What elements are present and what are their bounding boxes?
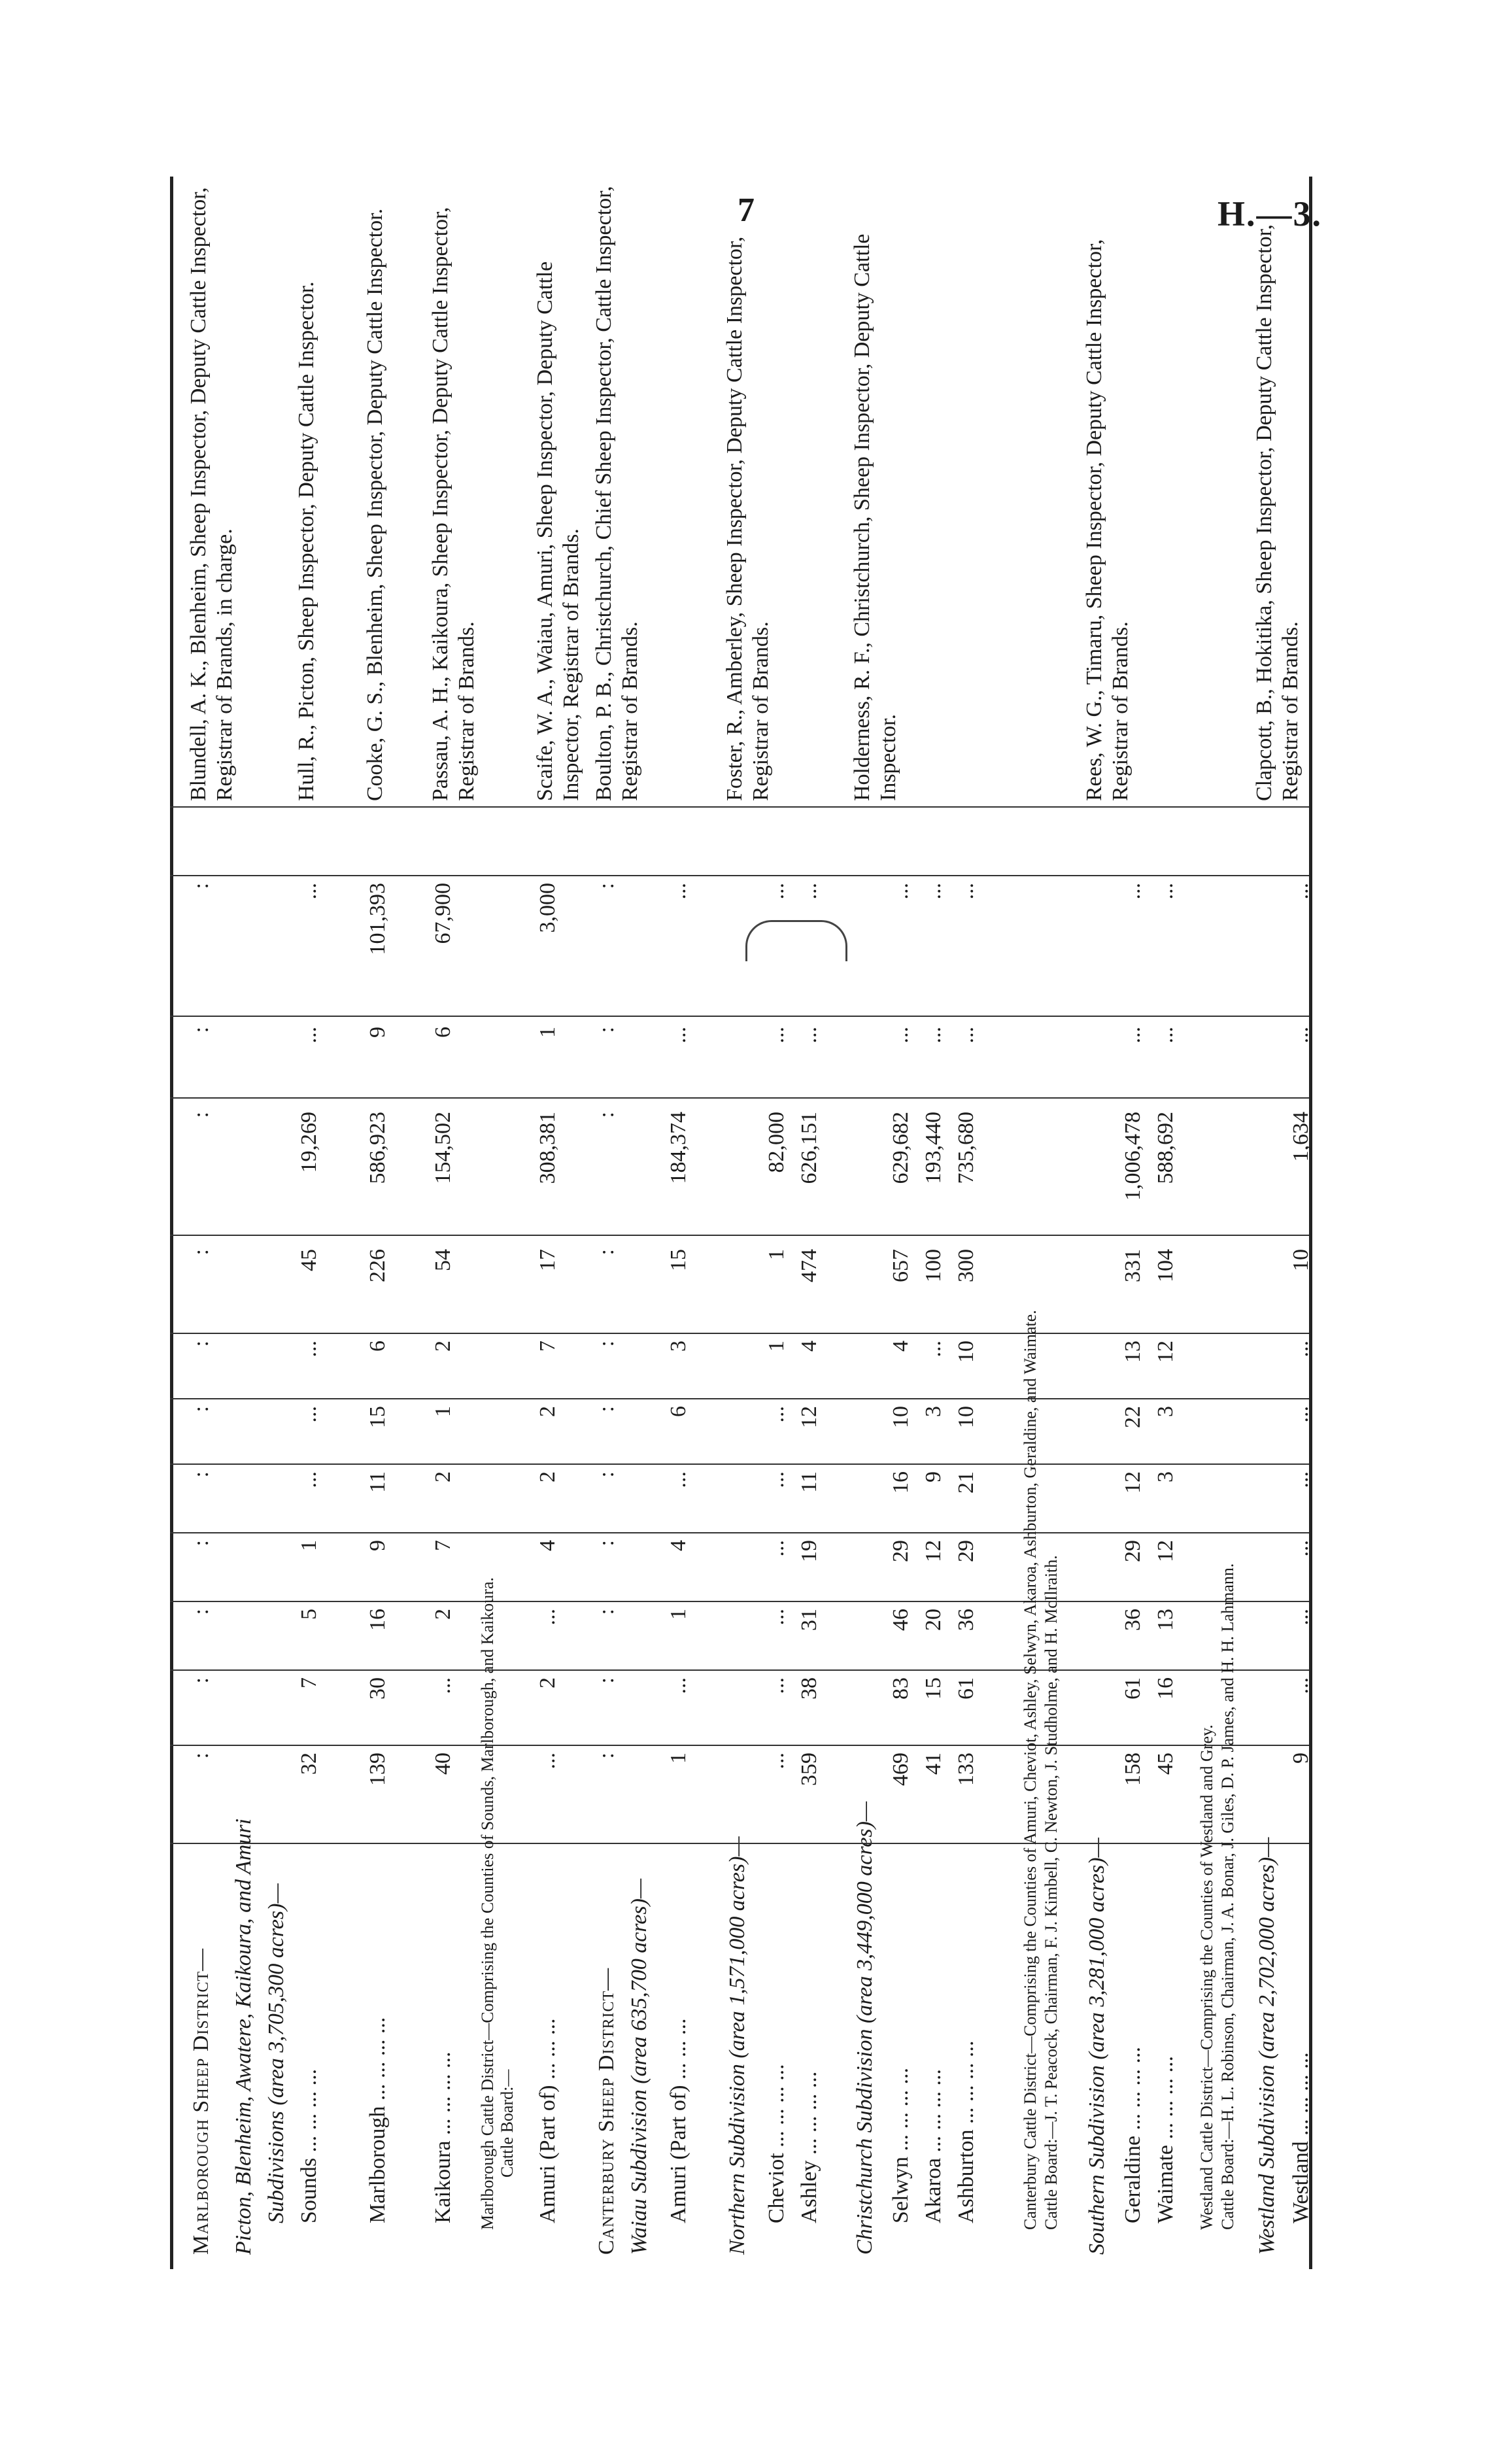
- table-cell: 12: [1121, 1471, 1145, 1494]
- table-cell: 3: [1153, 1471, 1178, 1482]
- table-row: [915, 177, 952, 2269]
- column-rule: [170, 1097, 1309, 1099]
- column-rule: [170, 1463, 1309, 1465]
- page-reference: H.—3.: [1217, 194, 1323, 233]
- table-cell: 9: [921, 1471, 945, 1482]
- table-cell: 13: [1153, 1609, 1178, 1631]
- table-row: [258, 177, 295, 2269]
- table-cell: 16: [1153, 1677, 1178, 1700]
- table-cell: 12: [797, 1406, 821, 1428]
- table-cell: 7: [536, 1341, 560, 1352]
- table-cell: 29: [1121, 1540, 1145, 1562]
- table-cell: :: [594, 1677, 619, 1684]
- table-cell: 30: [366, 1677, 390, 1700]
- table-cell: :: [189, 1249, 213, 1256]
- table-cell: ...: [954, 883, 978, 900]
- table-cell: 308,381: [536, 1112, 560, 1184]
- inspector-entry: Holderness, R. F., Christchurch, Sheep Inspector, Deputy Cattle Inspector.: [850, 233, 900, 801]
- table-cell: 5: [297, 1609, 321, 1620]
- table-cell: 61: [954, 1677, 978, 1700]
- table-cell: 629,682: [889, 1112, 913, 1184]
- northern-bracket: [745, 920, 847, 961]
- table-cell: 1: [666, 1753, 690, 1764]
- table-cell: 36: [1121, 1609, 1145, 1631]
- table-cell: ...: [1289, 1027, 1313, 1044]
- table-cell: 15: [666, 1249, 690, 1271]
- column-rule: [170, 1601, 1309, 1602]
- table-cell: 193,440: [921, 1112, 945, 1184]
- table-cell: 15: [366, 1406, 390, 1428]
- table-cell: :: [189, 883, 213, 889]
- table-cell: 12: [1153, 1341, 1178, 1363]
- table-cell: 16: [366, 1609, 390, 1631]
- table-cell: 13: [1121, 1341, 1145, 1363]
- westland-cattle-district-note: Westland Cattle District—Comprising the Counties of Westland and Grey.: [1197, 1724, 1216, 2230]
- table-cell: 359: [797, 1753, 821, 1786]
- table-cell: 3,000: [536, 883, 560, 933]
- row-label: Westland Subdivision (area 2,702,000 acres)—: [1255, 1837, 1279, 2255]
- table-cell: 226: [366, 1249, 390, 1282]
- table-cell: ...: [764, 1753, 789, 1770]
- table-cell: 6: [431, 1027, 455, 1038]
- table-cell: 657: [889, 1249, 913, 1282]
- table-cell: 46: [889, 1609, 913, 1631]
- table-cell: 10: [1289, 1249, 1313, 1271]
- table-cell: ...: [1289, 1406, 1313, 1423]
- table-cell: :: [189, 1112, 213, 1118]
- table-cell: 9: [1289, 1753, 1313, 1764]
- table-cell: 17: [536, 1249, 560, 1271]
- table-cell: 82,000: [764, 1112, 789, 1173]
- table-cell: :: [594, 1406, 619, 1412]
- table-cell: :: [594, 1609, 619, 1615]
- table-cell: 1: [536, 1027, 560, 1038]
- table-cell: 2: [431, 1471, 455, 1482]
- table-top-rule: [170, 177, 173, 2269]
- table-cell: 11: [797, 1471, 821, 1493]
- table-cell: ...: [1289, 1677, 1313, 1694]
- table-cell: ...: [1153, 1027, 1178, 1044]
- row-label: Picton, Blenheim, Awatere, Kaikoura, and Amuri: [231, 1818, 256, 2255]
- table-cell: 184,374: [666, 1112, 690, 1184]
- table-cell: 2: [431, 1341, 455, 1352]
- table-row: [758, 177, 795, 2269]
- canterbury-cattle-district-note: Canterbury Cattle District—Comprising the Counties of Amuri, Cheviot, Ashley, Selwyn, Akaroa, Ashburton, Geraldine, and Waimate.: [1021, 1310, 1040, 2230]
- table-cell: ...: [1289, 1540, 1313, 1557]
- row-label: Waiau Subdivision (area 635,700 acres)—: [627, 1878, 651, 2255]
- table-cell: ...: [666, 1471, 690, 1488]
- column-rule: [170, 1843, 1309, 1844]
- table-row: [791, 177, 828, 2269]
- row-label: Christchurch Subdivision (area 3,449,000 acres)—: [853, 1801, 877, 2255]
- table-cell: ...: [297, 1341, 321, 1358]
- table-cell: :: [189, 1406, 213, 1412]
- column-rule: [170, 1532, 1309, 1533]
- table-cell: 1,006,478: [1121, 1112, 1145, 1201]
- row-label: Waimate ... ... ... ...: [1153, 2056, 1178, 2223]
- inspector-entry: Rees, W. G., Timaru, Sheep Inspector, Deputy Cattle Inspector, Registrar of Brands.: [1082, 239, 1132, 801]
- table-cell: 10: [889, 1406, 913, 1428]
- table-cell: ...: [921, 1027, 945, 1044]
- row-label: Ashburton ... ... ... ...: [954, 2040, 978, 2223]
- table-cell: ...: [1289, 883, 1313, 900]
- table-cell: :: [189, 1753, 213, 1759]
- table-row: [1283, 177, 1319, 2269]
- table-cell: 735,680: [954, 1112, 978, 1184]
- table-cell: 1,634: [1289, 1112, 1313, 1162]
- table-row: [1148, 177, 1184, 2269]
- table-cell: 67,900: [431, 883, 455, 944]
- table-cell: 1: [764, 1249, 789, 1260]
- marlborough-cattle-district-note: Marlborough Cattle District—Comprising the Counties of Sounds, Marlborough, and Kaikoura.: [478, 1577, 497, 2230]
- table-cell: ...: [1289, 1341, 1313, 1358]
- row-label: Kaikoura ... ... ... ...: [431, 2051, 455, 2223]
- row-label: Marlborough ... ... ... ...: [366, 2017, 390, 2223]
- table-cell: :: [189, 1609, 213, 1615]
- column-rule: [170, 806, 1309, 808]
- table-cell: 31: [797, 1609, 821, 1631]
- table-cell: 41: [921, 1753, 945, 1775]
- table-row: [883, 177, 919, 2269]
- table-cell: ...: [921, 883, 945, 900]
- table-cell: ...: [764, 1540, 789, 1557]
- table-cell: ...: [764, 883, 789, 900]
- table-cell: 331: [1121, 1249, 1145, 1282]
- table-cell: ...: [1289, 1471, 1313, 1488]
- table-row: [660, 177, 697, 2269]
- table-cell: 4: [889, 1341, 913, 1352]
- table-cell: 21: [954, 1471, 978, 1494]
- table-cell: 10: [954, 1406, 978, 1428]
- table-cell: 101,393: [366, 883, 390, 955]
- table-cell: 19,269: [297, 1112, 321, 1173]
- row-label: Amuri (Part of) ... ... ...: [666, 2018, 690, 2223]
- table-cell: ...: [297, 1406, 321, 1423]
- table-cell: 2: [536, 1677, 560, 1688]
- table-cell: 6: [366, 1341, 390, 1352]
- table-cell: ...: [666, 1027, 690, 1044]
- table-cell: :: [189, 1540, 213, 1547]
- table-cell: :: [189, 1677, 213, 1684]
- table-cell: 588,692: [1153, 1112, 1178, 1184]
- rotated-table: [170, 177, 1321, 2269]
- table-cell: ...: [797, 1027, 821, 1044]
- table-cell: ...: [797, 883, 821, 900]
- table-cell: ...: [666, 1677, 690, 1694]
- table-cell: 11: [366, 1471, 390, 1493]
- table-cell: 154,502: [431, 1112, 455, 1184]
- table-cell: 45: [1153, 1753, 1178, 1775]
- table-cell: 469: [889, 1753, 913, 1786]
- row-label: Southern Subdivision (area 3,281,000 acres)—: [1085, 1838, 1109, 2255]
- inspector-entry: Scaife, W. A., Waiau, Amuri, Sheep Inspector, Deputy Cattle Inspector, Registrar of Brands.: [533, 261, 583, 801]
- inspector-entry: Clapcott, B., Hokitika, Sheep Inspector, Deputy Cattle Inspector, Registrar of Brands.: [1252, 224, 1302, 801]
- inspector-entry: Hull, R., Picton, Sheep Inspector, Deputy Cattle Inspector.: [294, 281, 318, 801]
- table-cell: 300: [954, 1249, 978, 1282]
- table-cell: 7: [297, 1677, 321, 1688]
- table-cell: ...: [764, 1471, 789, 1488]
- table-cell: ...: [666, 883, 690, 900]
- row-label: Canterbury Sheep District—: [594, 1967, 619, 2255]
- row-label: Westland ... ... ... ...: [1289, 2052, 1313, 2223]
- table-cell: ...: [764, 1406, 789, 1423]
- table-cell: 61: [1121, 1677, 1145, 1700]
- table-cell: 1: [431, 1406, 455, 1417]
- table-cell: 19: [797, 1540, 821, 1562]
- table-cell: 139: [366, 1753, 390, 1786]
- inspector-entry: Cooke, G. S., Blenheim, Sheep Inspector, Deputy Cattle Inspector.: [363, 208, 387, 801]
- column-rule: [170, 1235, 1309, 1236]
- table-cell: 29: [889, 1540, 913, 1562]
- table-cell: 1: [666, 1609, 690, 1620]
- table-cell: 36: [954, 1609, 978, 1631]
- inspector-entry: Boulton, P. B., Christchurch, Chief Sheep Inspector, Cattle Inspector, Registrar of Brands.: [592, 186, 642, 801]
- table-cell: ...: [431, 1677, 455, 1694]
- table-cell: 4: [797, 1341, 821, 1352]
- table-cell: 1: [297, 1540, 321, 1551]
- table-cell: ...: [1289, 1609, 1313, 1626]
- table-cell: ...: [764, 1027, 789, 1044]
- table-cell: 133: [954, 1753, 978, 1786]
- table-row: [948, 177, 985, 2269]
- table-cell: :: [594, 1341, 619, 1347]
- table-cell: :: [594, 883, 619, 889]
- table-cell: 40: [431, 1753, 455, 1775]
- table-cell: :: [594, 1753, 619, 1759]
- table-cell: 104: [1153, 1249, 1178, 1282]
- column-rule: [170, 1016, 1309, 1017]
- table-cell: 100: [921, 1249, 945, 1282]
- table-cell: 586,923: [366, 1112, 390, 1184]
- table-cell: 29: [954, 1540, 978, 1562]
- table-cell: :: [594, 1027, 619, 1033]
- table-cell: ...: [764, 1609, 789, 1626]
- table-cell: 10: [954, 1341, 978, 1363]
- westland-cattle-board-note: Cattle Board:—H. L. Robinson, Chairman, J. A. Bonar, J. Giles, D. P. James, and H. H. Lahmann.: [1218, 1563, 1237, 2230]
- table-cell: 9: [366, 1027, 390, 1038]
- table-cell: 12: [1153, 1540, 1178, 1562]
- table-cell: 2: [536, 1406, 560, 1417]
- row-label: Selwyn ... ... ... ...: [889, 2068, 913, 2223]
- table-row: [226, 177, 262, 2269]
- table-cell: 20: [921, 1609, 945, 1631]
- row-label: Ashley ... ... ... ...: [797, 2071, 821, 2223]
- table-cell: :: [594, 1471, 619, 1478]
- table-cell: 15: [921, 1677, 945, 1700]
- table-cell: ...: [297, 1471, 321, 1488]
- table-cell: 16: [889, 1471, 913, 1494]
- table-cell: 158: [1121, 1753, 1145, 1786]
- table-cell: 9: [366, 1540, 390, 1551]
- column-rule: [170, 1333, 1309, 1334]
- table-cell: ...: [954, 1027, 978, 1044]
- table-cell: 83: [889, 1677, 913, 1700]
- table-cell: 626,151: [797, 1112, 821, 1184]
- row-label: Akaroa ... ... ... ...: [921, 2068, 945, 2223]
- table-cell: 45: [297, 1249, 321, 1271]
- row-label: Amuri (Part of) ... ... ...: [536, 2018, 560, 2223]
- inspector-entry: Passau, A. H., Kaikoura, Sheep Inspector, Deputy Cattle Inspector, Registrar of Brands.: [428, 207, 479, 801]
- table-cell: 1: [764, 1341, 789, 1352]
- table-cell: 6: [666, 1406, 690, 1417]
- table-cell: ...: [921, 1341, 945, 1358]
- table-cell: 3: [666, 1341, 690, 1352]
- table-cell: :: [594, 1540, 619, 1547]
- table-cell: ...: [1121, 883, 1145, 900]
- row-label: Northern Subdivision (area 1,571,000 acres)—: [725, 1836, 749, 2255]
- table-cell: ...: [297, 1027, 321, 1044]
- row-label: Subdivisions (area 3,705,300 acres)—: [264, 1883, 288, 2223]
- row-label: Marlborough Sheep District—: [189, 1947, 213, 2255]
- table-cell: 2: [431, 1609, 455, 1620]
- row-label: Sounds ... ... ... ...: [297, 2068, 321, 2223]
- table-cell: ...: [889, 1027, 913, 1044]
- table-cell: 54: [431, 1249, 455, 1271]
- table-cell: ...: [764, 1677, 789, 1694]
- row-label: Cheviot ... ... ... ...: [764, 2064, 789, 2223]
- table-cell: 2: [536, 1471, 560, 1482]
- table-cell: ...: [536, 1753, 560, 1770]
- table-cell: ...: [536, 1609, 560, 1626]
- marlborough-cattle-board-note: Cattle Board:—: [498, 2069, 517, 2178]
- table-cell: 12: [921, 1540, 945, 1562]
- table-cell: ...: [1153, 883, 1178, 900]
- inspector-entry: Foster, R., Amberley, Sheep Inspector, Deputy Cattle Inspector, Registrar of Brands.: [723, 236, 773, 801]
- inspector-entry: Blundell, A. K., Blenheim, Sheep Inspector, Deputy Cattle Inspector, Registrar of Brands, in charge.: [186, 187, 237, 801]
- column-rule: [170, 1669, 1309, 1671]
- column-rule: [170, 875, 1309, 876]
- table-cell: ...: [1121, 1027, 1145, 1044]
- page-number: 7: [738, 192, 755, 229]
- table-cell: 3: [1153, 1406, 1178, 1417]
- table-cell: ...: [889, 883, 913, 900]
- row-label: Geraldine ... ... ... ...: [1121, 2046, 1145, 2223]
- table-cell: 38: [797, 1677, 821, 1700]
- table-cell: :: [189, 1341, 213, 1347]
- table-row: [1115, 177, 1151, 2269]
- table-cell: :: [594, 1249, 619, 1256]
- table-row: [621, 177, 658, 2269]
- table-cell: :: [189, 1027, 213, 1033]
- column-rule: [170, 1745, 1309, 1746]
- table-cell: 4: [666, 1540, 690, 1551]
- column-rule: [170, 1398, 1309, 1399]
- table-cell: 32: [297, 1753, 321, 1775]
- table-cell: :: [594, 1112, 619, 1118]
- table-cell: 474: [797, 1249, 821, 1282]
- table-cell: 7: [431, 1540, 455, 1551]
- table-cell: 22: [1121, 1406, 1145, 1428]
- table-cell: :: [189, 1471, 213, 1478]
- table-cell: ...: [297, 883, 321, 900]
- canterbury-cattle-board-note: Cattle Board:—J. T. Peacock, Chairman, F. J. Kimbell, C. Newton, J. Studholme, and H. McIlraith.: [1042, 1555, 1061, 2230]
- table-cell: 3: [921, 1406, 945, 1417]
- table-cell: 4: [536, 1540, 560, 1551]
